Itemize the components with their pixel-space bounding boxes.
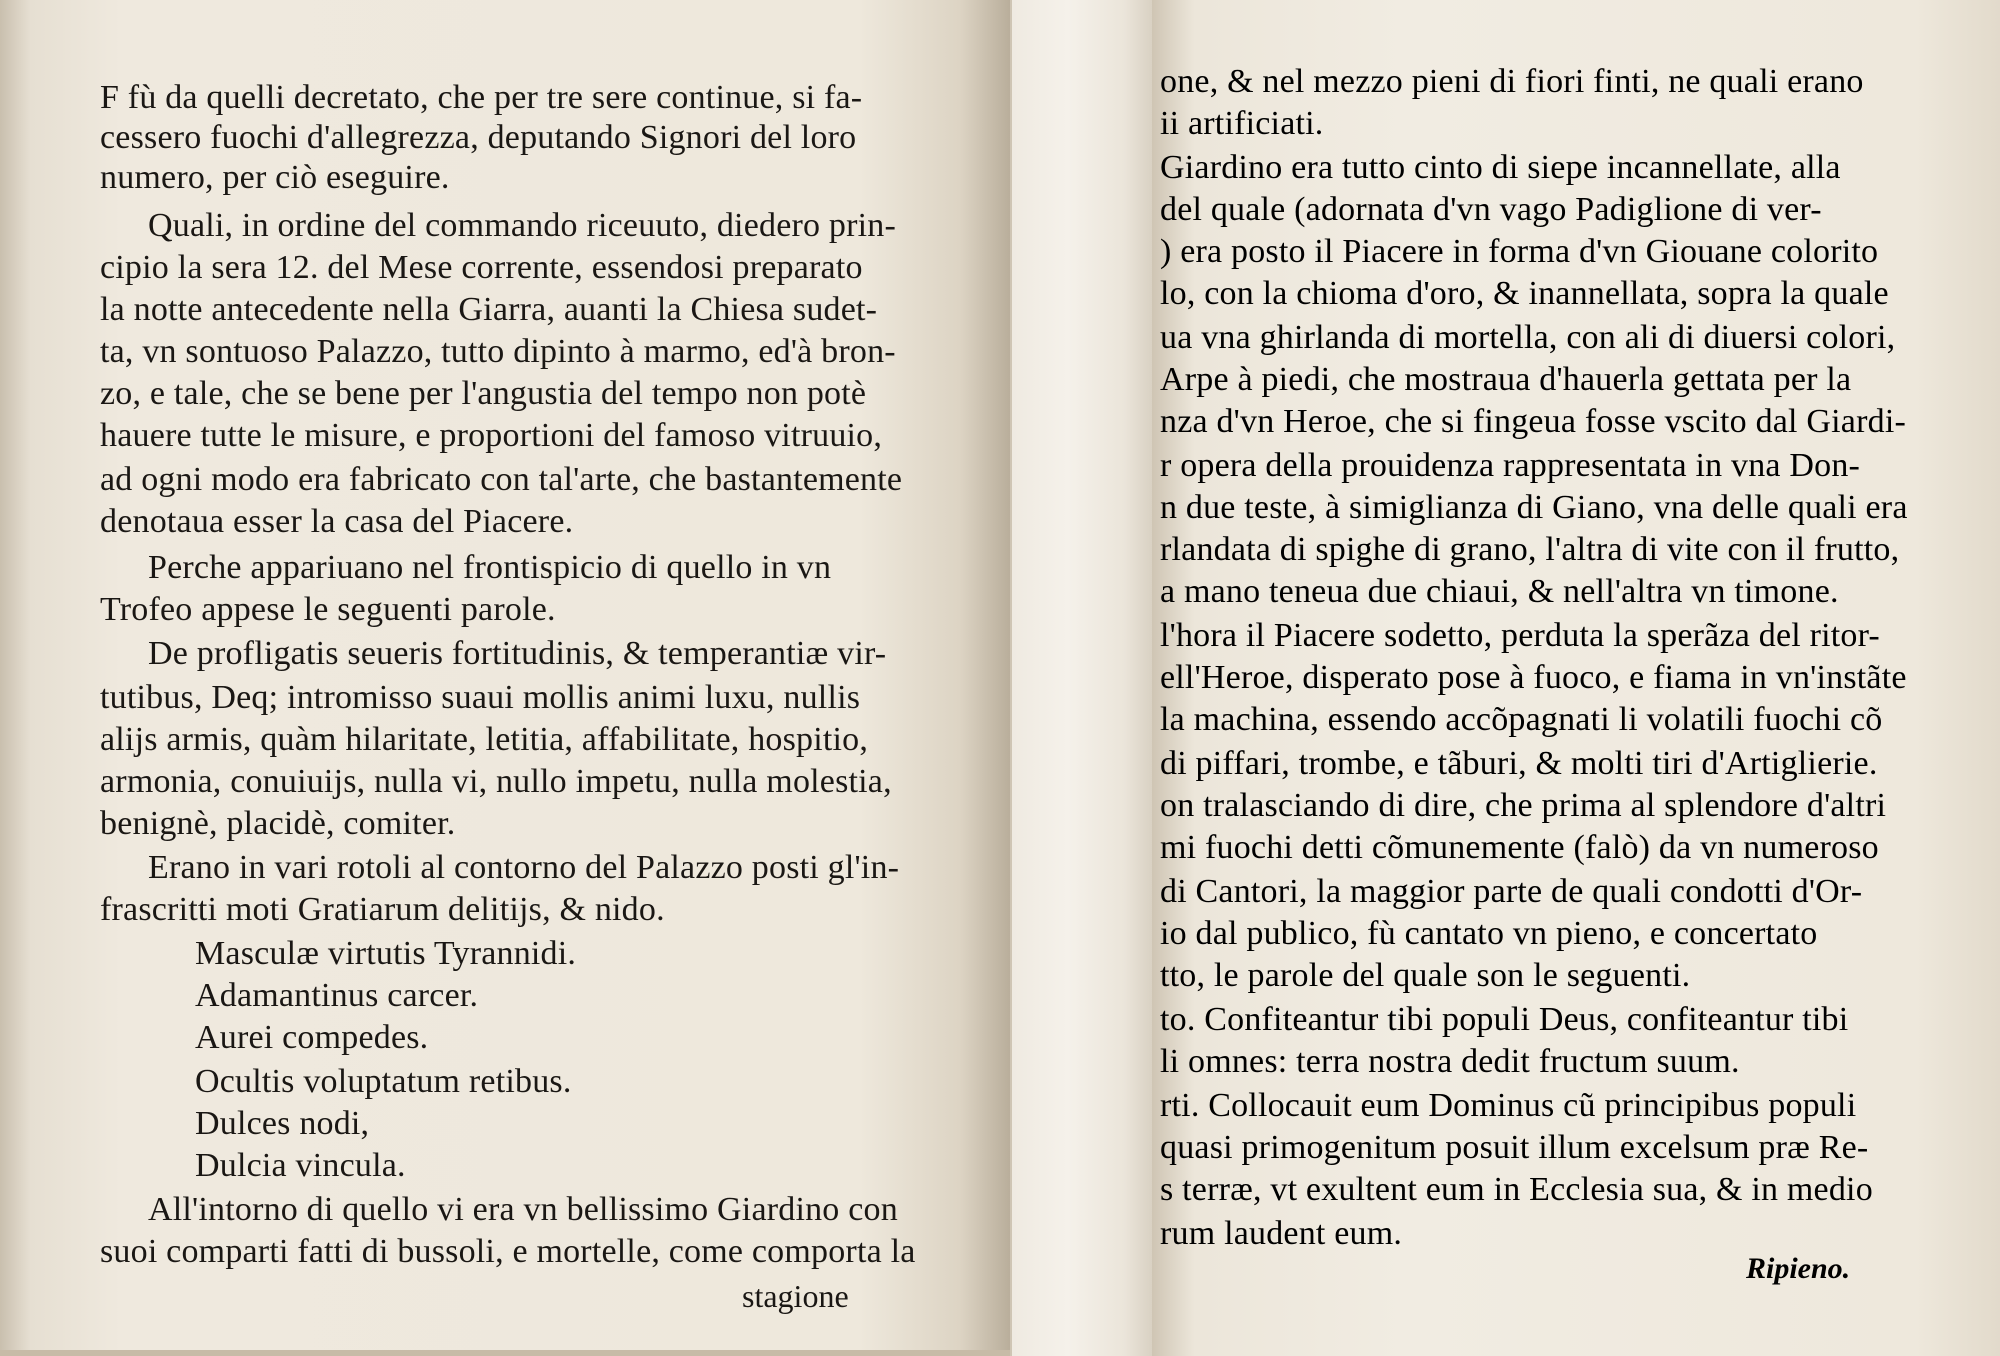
text-line: di piffari, trombe, e tãburi, & molti tiri d'Artiglierie. (1160, 745, 1878, 782)
text-line: di Cantori, la maggior parte de quali condotti d'Or- (1160, 873, 1863, 910)
verse-line: Masculæ virtutis Tyrannidi. (195, 935, 577, 972)
text-line: l'hora il Piacere sodetto, perduta la sperãza del ritor- (1160, 617, 1880, 654)
text-line: armonia, conuiuijs, nulla vi, nullo impetu, nulla molestia, (100, 763, 892, 800)
text-line: del quale (adornata d'vn vago Padiglione di ver- (1160, 191, 1822, 228)
text-line: cessero fuochi d'allegrezza, deputando Signori del loro (100, 119, 857, 156)
text-line: Giardino era tutto cinto di siepe incannellate, alla (1160, 149, 1841, 186)
text-line: benignè, placidè, comiter. (100, 805, 456, 842)
text-line: alijs armis, quàm hilaritate, letitia, affabilitate, hospitio, (100, 721, 869, 758)
verse-line: Adamantinus carcer. (195, 977, 479, 1014)
text-line: ii artificiati. (1160, 105, 1324, 142)
text-line: la machina, essendo accõpagnati li volatili fuochi cõ (1160, 701, 1883, 738)
text-line: suoi comparti fatti di bussoli, e mortelle, come comporta la (100, 1233, 916, 1270)
text-line: ta, vn sontuoso Palazzo, tutto dipinto à marmo, ed'à bron- (100, 333, 896, 370)
text-line: De profligatis seueris fortitudinis, & temperantiæ vir- (148, 635, 887, 672)
verse-line: Aurei compedes. (195, 1019, 429, 1056)
text-line: rum laudent eum. (1160, 1215, 1403, 1252)
text-line: F fù da quelli decretato, che per tre sere continue, si fa- (100, 79, 863, 116)
text-line: frascritti moti Gratiarum delitijs, & nido. (100, 891, 665, 928)
book-gutter (1010, 0, 1154, 1356)
text-line: ) era posto il Piacere in forma d'vn Giouane colorito (1160, 233, 1879, 270)
catchword: stagione (742, 1278, 849, 1314)
text-line: la notte antecedente nella Giarra, auanti la Chiesa sudet- (100, 291, 878, 328)
text-line: ua vna ghirlanda di mortella, con ali di diuersi colori, (1160, 319, 1896, 356)
text-line: cipio la sera 12. del Mese corrente, essendosi preparato (100, 249, 863, 286)
text-line: r opera della prouidenza rappresentata in vna Don- (1160, 447, 1861, 484)
text-line: one, & nel mezzo pieni di fiori finti, ne quali erano (1160, 63, 1864, 100)
text-line: mi fuochi detti cõmunemente (falò) da vn numeroso (1160, 829, 1879, 866)
text-line: zo, e tale, che se bene per l'angustia del tempo non potè (100, 375, 867, 412)
text-line: denotaua esser la casa del Piacere. (100, 503, 574, 540)
text-line: hauere tutte le misure, e proportioni del famoso vitruuio, (100, 417, 883, 454)
text-line: rti. Collocauit eum Dominus cũ principibus populi (1160, 1087, 1857, 1124)
verse-line: Dulces nodi, (195, 1105, 370, 1142)
text-line: rlandata di spighe di grano, l'altra di vite con il frutto, (1160, 531, 1900, 568)
text-line: ad ogni modo era fabricato con tal'arte, che bastantemente (100, 461, 903, 498)
text-line: tutibus, Deq; intromisso suaui mollis animi luxu, nullis (100, 679, 861, 716)
text-line: s terræ, vt exultent eum in Ecclesia sua, & in medio (1160, 1171, 1873, 1208)
text-line: lo, con la chioma d'oro, & inannellata, sopra la quale (1160, 275, 1889, 312)
text-line: to. Confiteantur tibi populi Deus, confiteantur tibi (1160, 1001, 1849, 1038)
text-line: Erano in vari rotoli al contorno del Palazzo posti gl'in- (148, 849, 900, 886)
text-line: a mano teneua due chiaui, & nell'altra vn timone. (1160, 573, 1839, 610)
text-line: Trofeo appese le seguenti parole. (100, 591, 556, 628)
text-line: n due teste, à simiglianza di Giano, vna delle quali era (1160, 489, 1908, 526)
text-line: tto, le parole del quale son le seguenti. (1160, 957, 1691, 994)
text-line: All'intorno di quello vi era vn bellissimo Giardino con (148, 1191, 898, 1228)
text-line: io dal publico, fù cantato vn pieno, e concertato (1160, 915, 1818, 952)
verse-line: Dulcia vincula. (195, 1147, 406, 1184)
text-line: quasi primogenitum posuit illum excelsum præ Re- (1160, 1129, 1869, 1166)
text-line: Arpe à piedi, che mostraua d'hauerla gettata per la (1160, 361, 1852, 398)
verse-line: Ocultis voluptatum retibus. (195, 1063, 572, 1100)
catchword-ripieno: Ripieno. (1746, 1252, 1851, 1285)
text-line: li omnes: terra nostra dedit fructum suum. (1160, 1043, 1740, 1080)
text-line: ell'Heroe, disperato pose à fuoco, e fiama in vn'instãte (1160, 659, 1907, 696)
text-line: nza d'vn Heroe, che si fingeua fosse vscito dal Giardi- (1160, 403, 1906, 440)
text-line: Perche appariuano nel frontispicio di quello in vn (148, 549, 832, 586)
text-line: numero, per ciò eseguire. (100, 159, 450, 196)
text-line: Quali, in ordine del commando riceuuto, diedero prin- (148, 207, 896, 244)
text-line: on tralasciando di dire, che prima al splendore d'altri (1160, 787, 1887, 824)
